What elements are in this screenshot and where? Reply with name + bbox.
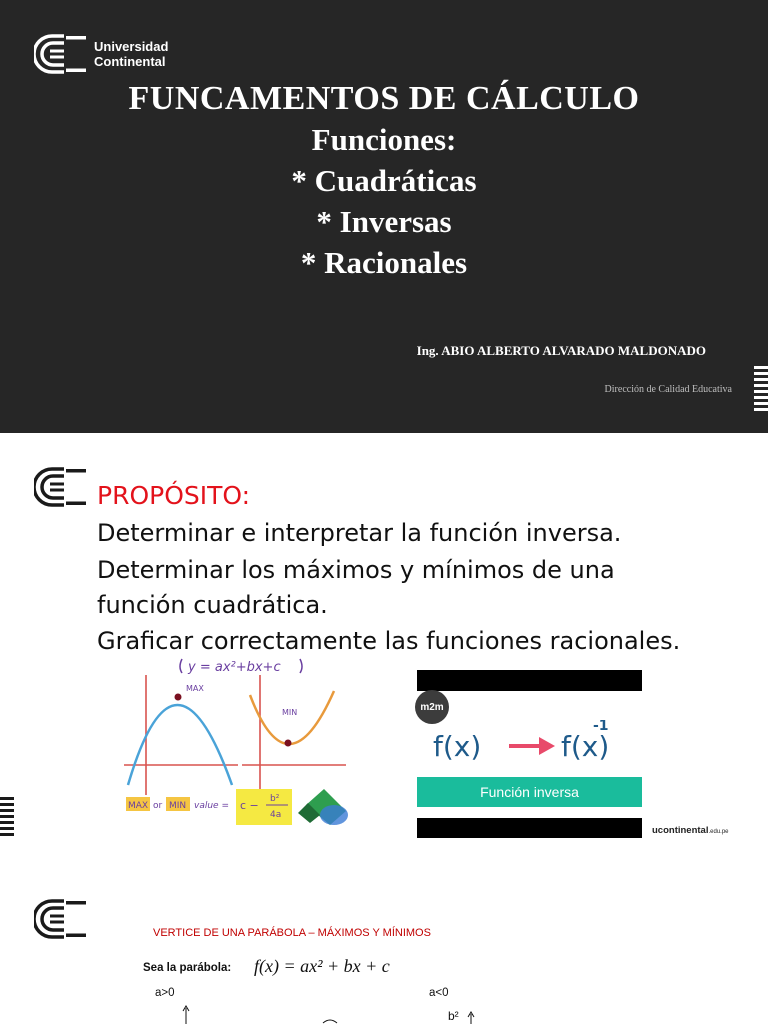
inverse-function-video[interactable] <box>417 670 642 838</box>
equation-label: y = ax²+bx+c <box>188 660 281 675</box>
university-logo <box>34 34 168 74</box>
inverse-function-diagram <box>417 720 642 768</box>
stripes-decoration <box>754 366 768 414</box>
formula-numerator: b² <box>270 794 280 804</box>
continental-logo-icon <box>34 899 88 939</box>
parabola-label: Sea la parábola: <box>143 962 232 974</box>
min-label: MIN <box>282 708 298 717</box>
parabola-formula: f(x) = ax² + bx + c <box>254 956 390 976</box>
video-bottom-bar <box>417 818 642 838</box>
caption-min: MIN <box>169 801 187 811</box>
f-of-x: f(x) <box>433 730 482 763</box>
purpose-slide <box>0 433 768 863</box>
inverse-exponent: -1 <box>593 720 609 734</box>
purpose-line: Determinar los máximos y mínimos de una <box>97 556 615 584</box>
purpose-heading: PROPÓSITO: <box>97 481 251 510</box>
formula-denominator: 4a <box>270 810 282 820</box>
a-negative-label: a<0 <box>429 987 449 999</box>
curve-fragment <box>322 1015 338 1024</box>
course-title: FUNCAMENTOS DE CÁLCULO <box>128 80 640 117</box>
video-top-bar <box>417 670 642 691</box>
purpose-line: función cuadrática. <box>97 591 328 619</box>
topic-rational: * Racionales <box>300 245 468 280</box>
slide-footer: Dirección de Calidad Educativa <box>604 384 732 395</box>
quadratic-max-min-image <box>120 655 352 831</box>
caption-value: value = <box>194 801 229 811</box>
video-title-banner: Función inversa <box>417 777 642 807</box>
caption-or: or <box>153 801 163 811</box>
continental-logo-icon <box>34 467 88 507</box>
formula-c: c − <box>240 799 259 812</box>
max-label: MAX <box>186 684 204 693</box>
logo-line-1: Universidad <box>94 39 169 54</box>
y-axis-arrow-icon <box>466 1011 476 1024</box>
partial-b-squared: b² <box>448 1009 459 1023</box>
topic-heading: Funciones: <box>311 122 457 157</box>
f-inverse-of-x: f(x) <box>561 730 610 763</box>
logo-text <box>94 39 168 69</box>
slide-logo <box>34 899 88 939</box>
logo-line-2: Continental <box>94 54 166 69</box>
topic-quadratic: * Cuadráticas <box>291 163 477 198</box>
channel-avatar: m2m <box>415 690 449 724</box>
y-axis-arrow-icon <box>180 1005 192 1024</box>
purpose-line: Determinar e interpretar la función inversa. <box>97 519 622 547</box>
arrow-right-icon <box>539 737 555 755</box>
caption-max: MAX <box>128 801 149 811</box>
vertex-slide <box>0 863 768 1024</box>
slide-logo <box>34 467 88 507</box>
purpose-line: Graficar correctamente las funciones racionales. <box>97 627 681 655</box>
title-slide <box>0 0 768 433</box>
ucontinental-url: ucontinental.edu.pe <box>652 825 729 836</box>
author-name: Ing. ABIO ALBERTO ALVARADO MALDONADO <box>416 343 706 358</box>
continental-logo-icon <box>34 34 88 74</box>
a-positive-label: a>0 <box>155 987 175 999</box>
vertex-title: VERTICE DE UNA PARÁBOLA – MÁXIMOS Y MÍNIMOS <box>153 927 431 939</box>
stripes-decoration <box>0 797 14 839</box>
topic-inverse: * Inversas <box>316 204 452 239</box>
